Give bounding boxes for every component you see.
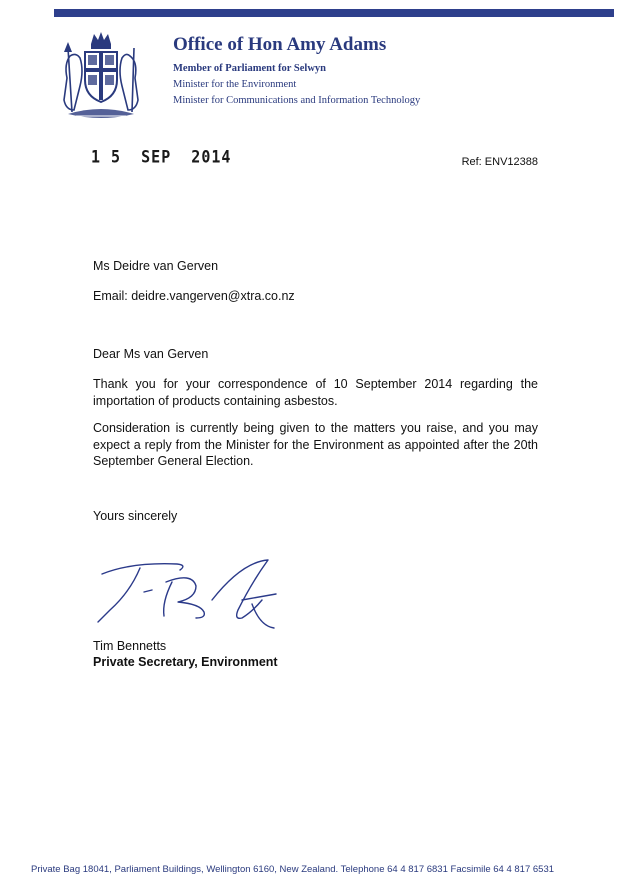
closing: Yours sincerely (93, 509, 178, 523)
office-name: Office of Hon Amy Adams (173, 34, 387, 55)
recipient-email: Email: deidre.vangerven@xtra.co.nz (93, 289, 295, 303)
date-stamp: 1 5 SEP 2014 (91, 146, 232, 168)
footer-address: Private Bag 18041, Parliament Buildings, Wellington 6160, New Zealand. Telephone 64 4 817 6831 Facsimile 64 4 817 6531 (31, 864, 555, 875)
body-paragraph: Consideration is currently being given to the matters you raise, and you may expect a reply from the Minister for the Environment as appointed after the 20th September General Election. (93, 421, 538, 468)
letterhead-rule (54, 9, 614, 17)
recipient-name: Ms Deidre van Gerven (93, 259, 219, 273)
reference-number: Ref: ENV12388 (461, 156, 538, 168)
mp-line: Member of Parliament for Selwyn (173, 63, 326, 74)
salutation: Dear Ms van Gerven (93, 347, 209, 361)
minister-role-environment: Minister for the Environment (173, 79, 297, 90)
signature-image (92, 552, 322, 642)
body-paragraph: Thank you for your correspondence of 10 September 2014 regarding the importation of products containing asbestos. (93, 377, 538, 408)
coat-of-arms-icon (58, 30, 144, 124)
minister-role-communications: Minister for Communications and Information Technology (173, 95, 421, 106)
signer-name: Tim Bennetts (93, 639, 167, 653)
signer-title: Private Secretary, Environment (93, 655, 278, 669)
